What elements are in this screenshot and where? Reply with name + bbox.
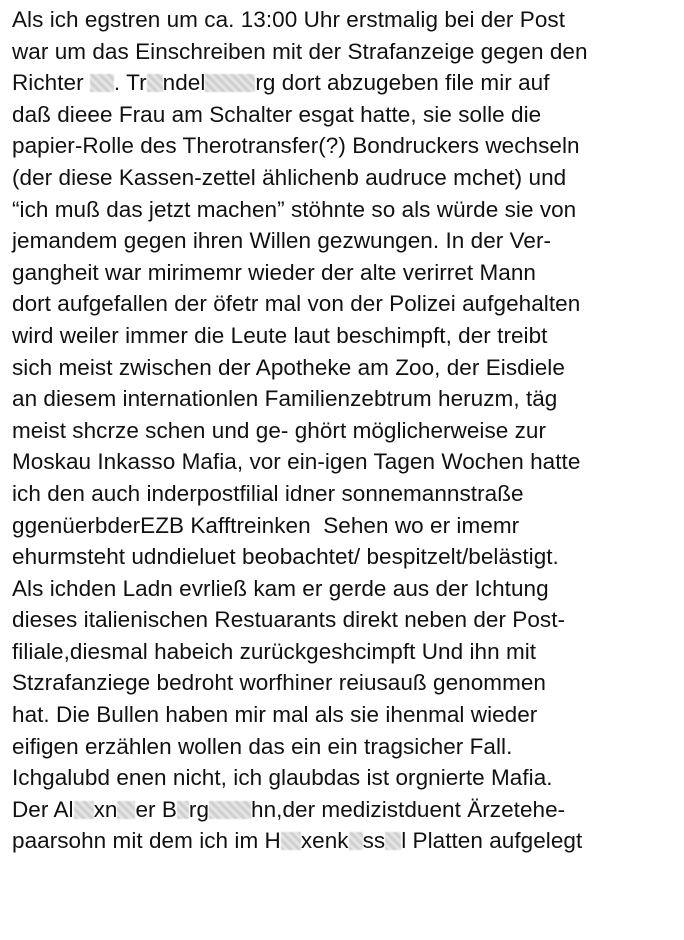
text-line [12, 225, 680, 257]
text-line [12, 288, 680, 320]
text-segment: xn [93, 796, 118, 822]
text-line [12, 320, 680, 352]
text-line [12, 446, 680, 478]
text-segment: Als ich egstren um ca. 13:00 Uhr erstmalig bei der Post [12, 7, 565, 32]
text-line [12, 794, 680, 826]
text-segment: Der Al [12, 796, 74, 822]
text-segment: Stzrafanziege bedroht worfhiner reiusauß genommen [12, 670, 546, 696]
text-segment: l Platten aufgelegt [401, 828, 583, 854]
text-line [12, 636, 680, 668]
text-segment: ich den auch inderpostfilial idner sonnemannstraße [12, 480, 524, 506]
text-line [12, 162, 680, 194]
text-segment: dieses italienischen Restuarants direkt neben der Post- [12, 607, 566, 633]
text-line [12, 99, 680, 131]
text-segment: hn,der medizistduent Ärzetehe- [251, 796, 566, 822]
text-segment: filiale,diesmal habeich zurückgeshcimpft Und ihn mit [12, 638, 537, 664]
text-segment: eifigen erzählen wollen das ein ein tragsicher Fall. [12, 733, 513, 759]
redaction-blur [117, 801, 135, 819]
text-line [12, 352, 680, 384]
text-segment: rg dort abzugeben file mir auf [255, 70, 550, 96]
text-segment: er B [135, 796, 177, 822]
text-segment: Richter [12, 70, 90, 96]
text-line [12, 699, 680, 731]
text-line [12, 67, 680, 99]
redaction-blur [205, 74, 255, 92]
text-segment: war um das Einschreiben mit der Strafanzeige gegen den [12, 38, 588, 64]
text-line [12, 762, 680, 794]
text-line [12, 130, 680, 162]
text-segment: rg [188, 796, 210, 822]
text-segment: Ichgalubd enen nicht, ich glaubdas ist orgnierte Mafia. [12, 765, 553, 791]
text-segment: hat. Die Bullen haben mir mal als sie ihenmal wieder [12, 702, 538, 728]
redaction-blur [74, 801, 94, 819]
text-segment: (der diese Kassen-zettel ählichenb audruce mchet) und [12, 164, 567, 190]
text-segment: Moskau Inkasso Mafia, vor ein-igen Tagen Wochen hatte [12, 449, 581, 475]
redaction-blur [147, 74, 163, 92]
text-segment: jemandem gegen ihren Willen gezwungen. In der Ver- [12, 228, 552, 254]
text-segment: ndel [162, 70, 206, 96]
text-line [12, 731, 680, 763]
text-segment: daß dieee Frau am Schalter esgat hatte, sie solle die [12, 101, 542, 127]
text-segment: “ich muß das jetzt machen” stöhnte so als würde sie von [12, 196, 577, 222]
text-segment: wird weiler immer die Leute laut beschimpft, der treibt [12, 322, 548, 348]
redaction-blur [281, 832, 301, 850]
text-line [12, 257, 680, 289]
text-segment: ggenüerbderEZB Kafftreinken Sehen wo er imemr [12, 512, 520, 538]
text-line [12, 415, 680, 447]
redaction-blur [349, 832, 363, 850]
text-line [12, 4, 680, 36]
text-segment: papier-Rolle des Therotransfer(?) Bondruckers wechseln [12, 133, 580, 159]
text-line [12, 478, 680, 510]
text-segment: xenk [300, 828, 349, 854]
text-segment: ss [362, 828, 386, 854]
text-line [12, 604, 680, 636]
text-line [12, 825, 680, 857]
text-segment: dort aufgefallen der öfetr mal von der Polizei aufgehalten [12, 291, 581, 317]
text-segment: meist shcrze schen und ge- ghört möglicherweise zur [12, 417, 547, 443]
redaction-blur [90, 74, 114, 92]
text-segment: Als ichden Ladn evrließ kam er gerde aus der Ichtung [12, 575, 549, 601]
text-line [12, 383, 680, 415]
text-segment: gangheit war mirimemr wieder der alte verirret Mann [12, 259, 536, 285]
text-line [12, 36, 680, 68]
text-segment: paarsohn mit dem ich im H [12, 828, 281, 854]
text-segment: an diesem internationlen Familienzebtrum heruzm, täg [12, 386, 558, 412]
text-line [12, 541, 680, 573]
redaction-blur [385, 832, 401, 850]
redaction-blur [209, 801, 251, 819]
document-page [12, 4, 680, 857]
redaction-blur [177, 801, 189, 819]
text-segment: sich meist zwischen der Apotheke am Zoo, der Eisdiele [12, 354, 565, 380]
text-line [12, 510, 680, 542]
text-line [12, 573, 680, 605]
text-line [12, 194, 680, 226]
text-segment: . Tr [113, 70, 147, 96]
text-line [12, 667, 680, 699]
text-segment: ehurmsteht udndieluet beobachtet/ bespitzelt/belästigt. [12, 544, 559, 570]
